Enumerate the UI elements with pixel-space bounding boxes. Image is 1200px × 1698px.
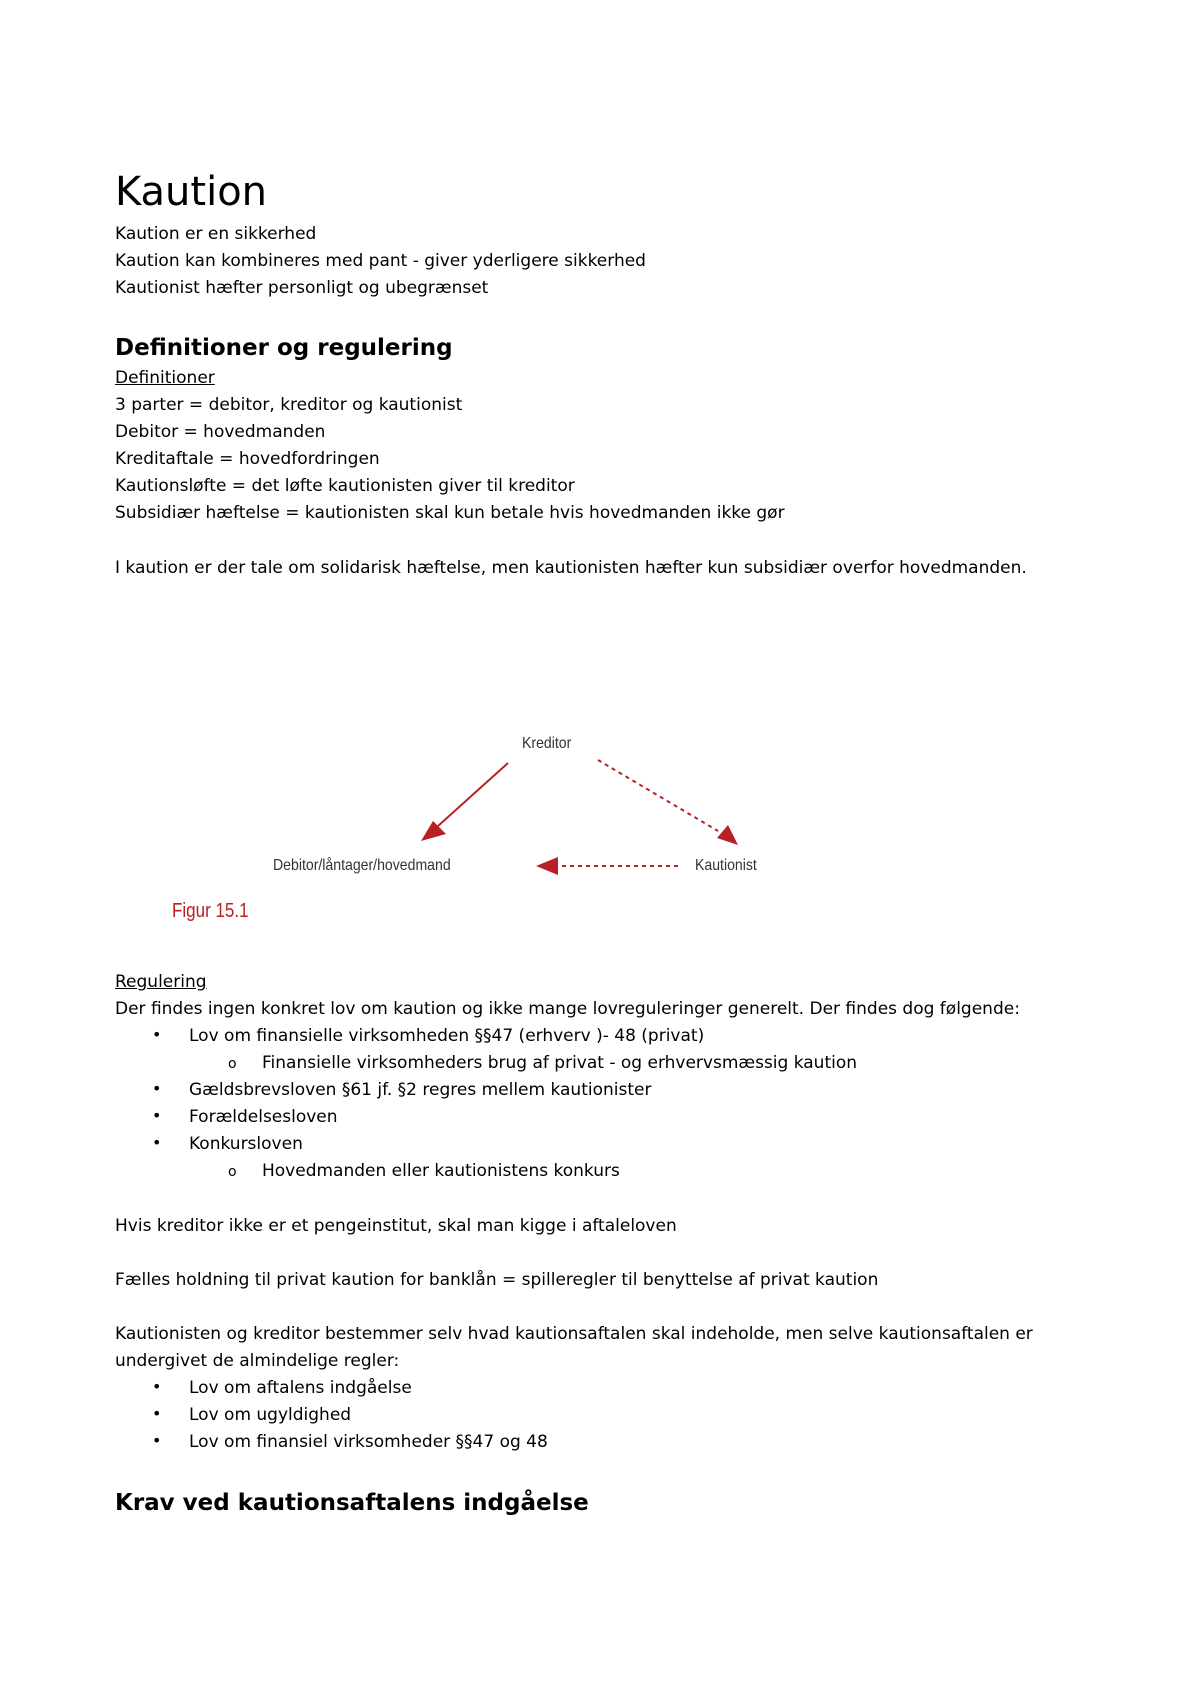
section-heading-definitioner: Definitioner og regulering: [115, 335, 453, 361]
sub-heading-definitioner: Definitioner: [115, 368, 215, 388]
list-item: Lov om finansiel virksomheder §§47 og 48: [189, 1432, 548, 1452]
list-item: Lov om finansielle virksomheden §§47 (erhverv )- 48 (privat): [189, 1026, 705, 1046]
paragraph-solidarisk: I kaution er der tale om solidarisk hæftelse, men kautionisten hæfter kun subsidiær overfor hovedmanden.: [115, 558, 1027, 578]
document-title: Kaution: [115, 169, 268, 215]
list-item: Konkursloven: [189, 1134, 303, 1154]
node-kautionist: Kautionist: [695, 857, 757, 874]
bullet-dot-icon: •: [152, 1025, 162, 1044]
definition-line: Kautionsløfte = det løfte kautionisten giver til kreditor: [115, 476, 575, 496]
bullet-circle-icon: o: [228, 1056, 237, 1072]
arrow-kautionist-to-debitor: [536, 857, 678, 875]
node-kreditor: Kreditor: [522, 735, 572, 752]
bullet-dot-icon: •: [152, 1431, 162, 1450]
definition-line: 3 parter = debitor, kreditor og kautionist: [115, 395, 463, 415]
sub-heading-regulering: Regulering: [115, 972, 207, 992]
bullet-dot-icon: •: [152, 1404, 162, 1423]
definition-line: Kreditaftale = hovedfordringen: [115, 449, 380, 469]
arrow-kreditor-to-debitor: [421, 763, 508, 841]
node-debitor: Debitor/låntager/hovedmand: [273, 857, 451, 874]
figure-caption: Figur 15.1: [172, 900, 249, 922]
intro-line: Kautionist hæfter personligt og ubegrænset: [115, 278, 489, 298]
bullet-dot-icon: •: [152, 1079, 162, 1098]
list-item: Lov om ugyldighed: [189, 1405, 352, 1425]
intro-line: Kaution kan kombineres med pant - giver yderligere sikkerhed: [115, 251, 646, 271]
bullet-dot-icon: •: [152, 1106, 162, 1125]
list-item: Forældelsesloven: [189, 1107, 338, 1127]
list-item: Hovedmanden eller kautionistens konkurs: [262, 1161, 620, 1181]
bullet-circle-icon: o: [228, 1164, 237, 1180]
list-item: Gældsbrevsloven §61 jf. §2 regres mellem kautionister: [189, 1080, 652, 1100]
paragraph-faelles-holdning: Fælles holdning til privat kaution for banklån = spilleregler til benyttelse af privat kaution: [115, 1270, 879, 1290]
section-heading-krav: Krav ved kautionsaftalens indgåelse: [115, 1490, 589, 1516]
regulering-intro: Der findes ingen konkret lov om kaution og ikke mange lovreguleringer generelt. Der findes dog følgende:: [115, 999, 1020, 1019]
bullet-dot-icon: •: [152, 1377, 162, 1396]
bullet-dot-icon: •: [152, 1133, 162, 1152]
list-item: Finansielle virksomheders brug af privat - og erhvervsmæssig kaution: [262, 1053, 858, 1073]
paragraph-kautionsaftalen: Kautionisten og kreditor bestemmer selv hvad kautionsaftalen skal indeholde, men selve kautionsaftalen er: [115, 1324, 1033, 1344]
arrow-kreditor-to-kautionist: [598, 760, 738, 845]
paragraph-kautionsaftalen-cont: undergivet de almindelige regler:: [115, 1351, 400, 1371]
paragraph-aftaleloven: Hvis kreditor ikke er et pengeinstitut, skal man kigge i aftaleloven: [115, 1216, 677, 1236]
definition-line: Subsidiær hæftelse = kautionisten skal kun betale hvis hovedmanden ikke gør: [115, 503, 785, 523]
intro-line: Kaution er en sikkerhed: [115, 224, 317, 244]
definition-line: Debitor = hovedmanden: [115, 422, 326, 442]
list-item: Lov om aftalens indgåelse: [189, 1378, 412, 1398]
